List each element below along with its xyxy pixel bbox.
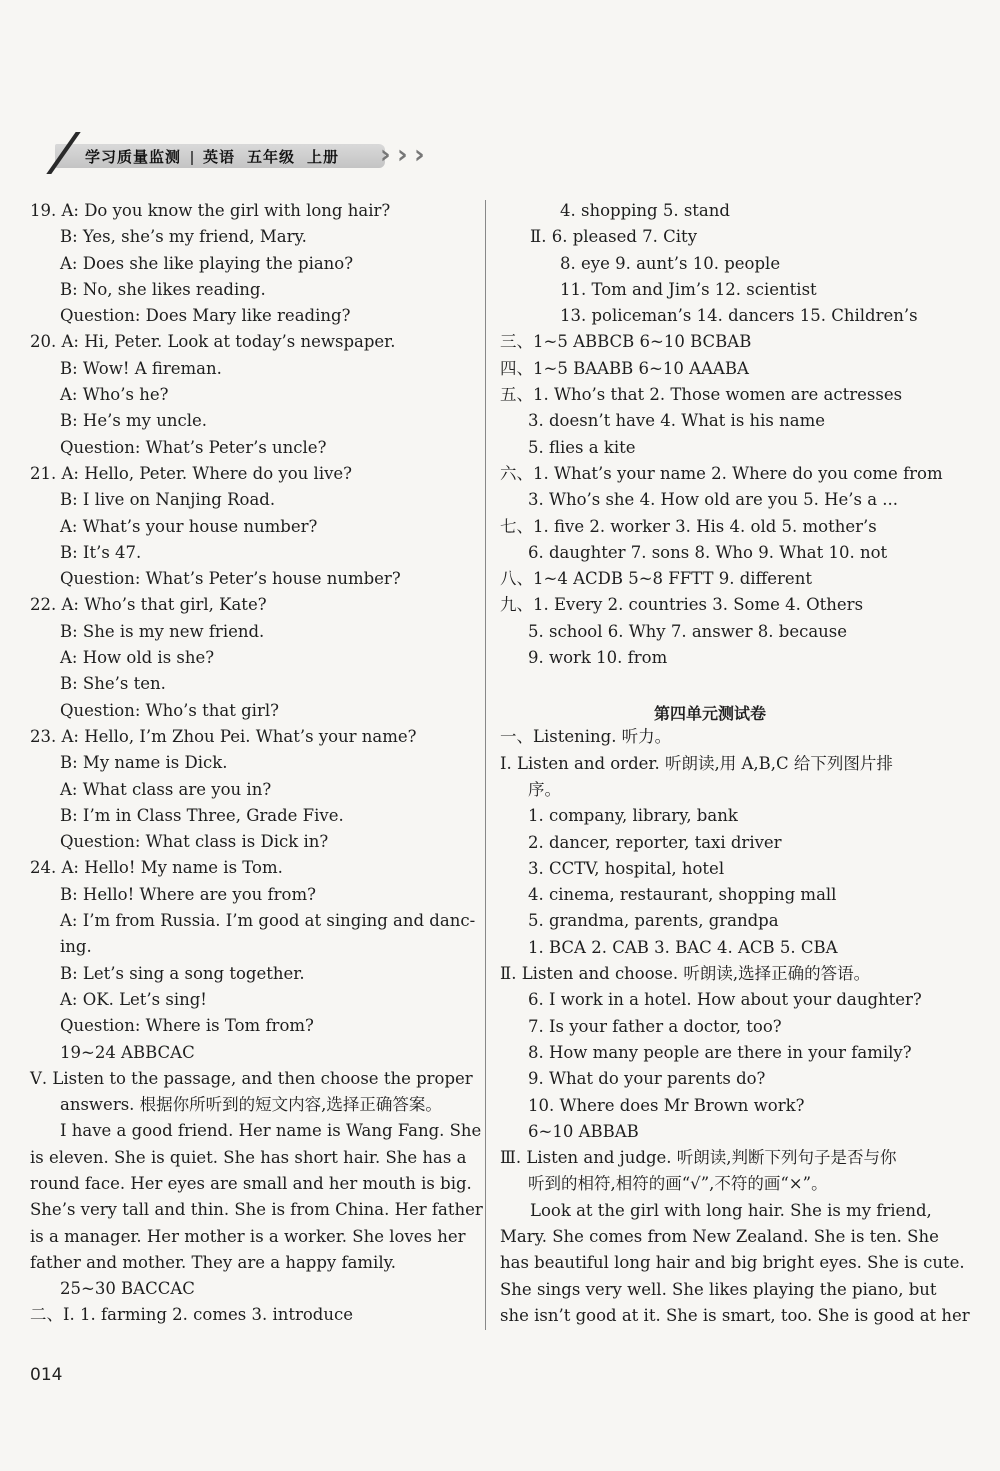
text-line: She’s very tall and thin. She is from China. Her father: [30, 1200, 483, 1220]
text-line: A: Does she like playing the piano?: [60, 253, 354, 273]
text-line: 序。: [528, 779, 561, 799]
text-line: B: Hello! Where are you from?: [60, 884, 316, 904]
text-line: Question: What’s Peter’s uncle?: [60, 437, 327, 457]
text-line: has beautiful long hair and big bright eyes. She is cute.: [500, 1253, 965, 1273]
text-line: Question: Does Mary like reading?: [60, 306, 351, 326]
header-volume: 上册: [307, 148, 340, 166]
text-line: 22. A: Who’s that girl, Kate?: [30, 595, 267, 615]
text-line: 五、1. Who’s that 2. Those women are actresses: [500, 385, 903, 405]
text-line: is eleven. She is quiet. She has short hair. She has a: [30, 1147, 467, 1167]
text-line: 25~30 BACCAC: [60, 1279, 195, 1299]
text-line: 1. company, library, bank: [528, 806, 738, 826]
text-line: Look at the girl with long hair. She is my friend,: [530, 1200, 932, 1220]
text-line: 21. A: Hello, Peter. Where do you live?: [30, 463, 353, 483]
text-line: 6. daughter 7. sons 8. Who 9. What 10. not: [528, 542, 888, 562]
text-line: 二、Ⅰ. 1. farming 2. comes 3. introduce: [30, 1305, 354, 1325]
text-line: Ⅰ. Listen and order. 听朗读,用 A,B,C 给下列图片排: [500, 753, 893, 773]
text-line: B: I’m in Class Three, Grade Five.: [60, 805, 344, 825]
text-line: 六、1. What’s your name 2. Where do you come from: [500, 463, 943, 483]
header-subject: 英语: [203, 148, 236, 166]
text-line: B: Let’s sing a song together.: [60, 963, 305, 983]
text-line: B: It’s 47.: [60, 542, 142, 562]
text-line: 1. BCA 2. CAB 3. BAC 4. ACB 5. CBA: [528, 937, 838, 957]
chevron-right-icon: ›: [380, 140, 391, 170]
text-line: 5. school 6. Why 7. answer 8. because: [528, 621, 848, 641]
text-line: B: I live on Nanjing Road.: [60, 490, 276, 510]
text-line: B: Yes, she’s my friend, Mary.: [60, 227, 307, 247]
text-line: 3. doesn’t have 4. What is his name: [528, 411, 826, 431]
text-line: 13. policeman’s 14. dancers 15. Children’s: [560, 306, 918, 326]
text-line: 三、1~5 ABBCB 6~10 BCBAB: [500, 332, 752, 352]
text-line: 4. shopping 5. stand: [560, 201, 730, 220]
text-line: 8. How many people are there in your family?: [528, 1042, 912, 1062]
text-line: B: She’s ten.: [60, 674, 166, 694]
text-line: I have a good friend. Her name is Wang Fang. She: [60, 1121, 482, 1141]
text-line: She sings very well. She likes playing the piano, but: [500, 1279, 937, 1299]
text-line: 4. cinema, restaurant, shopping mall: [528, 885, 837, 905]
text-line: Question: What class is Dick in?: [60, 832, 329, 852]
text-line: Question: Where is Tom from?: [60, 1016, 314, 1036]
text-line: 5. flies a kite: [528, 437, 636, 457]
text-line: 八、1~4 ACDB 5~8 FFTT 9. different: [500, 569, 812, 589]
text-line: A: What’s your house number?: [60, 516, 318, 536]
chevron-right-icon: ›: [414, 140, 425, 170]
header-separator: [191, 151, 193, 165]
text-line: is a manager. Her mother is a worker. She loves her: [30, 1226, 466, 1246]
text-line: B: Wow! A fireman.: [60, 358, 222, 378]
header-text: [85, 146, 351, 167]
text-line: 四、1~5 BAABB 6~10 AAABA: [500, 358, 749, 378]
text-line: ing.: [60, 937, 92, 957]
text-line: Ⅱ. 6. pleased 7. City: [530, 227, 698, 247]
text-line: she isn’t good at it. She is smart, too. She is good at her: [500, 1305, 970, 1325]
left-column: [30, 198, 483, 1329]
text-line: 3. CCTV, hospital, hotel: [528, 858, 725, 878]
column-divider: [485, 200, 486, 1330]
text-line: 七、1. five 2. worker 3. His 4. old 5. mother’s: [500, 516, 877, 536]
text-line: answers. 根据你所听到的短文内容,选择正确答案。: [60, 1095, 442, 1115]
text-line: Question: What’s Peter’s house number?: [60, 569, 401, 589]
answer-key-continued: [500, 198, 943, 671]
text-line: 8. eye 9. aunt’s 10. people: [560, 253, 781, 273]
text-line: 6~10 ABBAB: [528, 1121, 639, 1141]
text-line: 19~24 ABBCAC: [60, 1042, 195, 1062]
text-line: 7. Is your father a doctor, too?: [528, 1016, 782, 1036]
chevron-right-icon: ›: [397, 140, 408, 170]
header-grade: 五年级: [247, 148, 296, 166]
text-line: 3. Who’s she 4. How old are you 5. He’s a ...: [528, 490, 899, 510]
right-column: [500, 198, 970, 1329]
unit-title: 第四单元测试卷: [653, 704, 766, 724]
text-line: A: OK. Let’s sing!: [60, 989, 207, 1009]
text-line: 2. dancer, reporter, taxi driver: [528, 832, 782, 852]
text-line: A: How old is she?: [60, 648, 215, 668]
text-line: father and mother. They are a happy family.: [30, 1252, 396, 1272]
unit-four-test: [500, 724, 970, 1329]
page-header: [55, 138, 425, 174]
text-line: 11. Tom and Jim’s 12. scientist: [560, 279, 817, 299]
text-line: A: Who’s he?: [60, 385, 169, 405]
text-line: 九、1. Every 2. countries 3. Some 4. Others: [500, 595, 864, 615]
text-line: B: He’s my uncle.: [60, 411, 208, 431]
text-line: Mary. She comes from New Zealand. She is ten. She: [500, 1226, 939, 1246]
text-line: A: I’m from Russia. I’m good at singing and danc-: [60, 911, 476, 931]
text-line: B: My name is Dick.: [60, 753, 228, 773]
text-line: 23. A: Hello, I’m Zhou Pei. What’s your name?: [30, 726, 417, 746]
text-line: Ⅲ. Listen and judge. 听朗读,判断下列句子是否与你: [500, 1148, 897, 1168]
text-line: 24. A: Hello! My name is Tom.: [30, 858, 283, 878]
text-line: Ⅱ. Listen and choose. 听朗读,选择正确的答语。: [500, 964, 871, 984]
text-line: B: No, she likes reading.: [60, 279, 266, 299]
text-line: B: She is my new friend.: [60, 621, 265, 641]
text-line: 5. grandma, parents, grandpa: [528, 911, 779, 931]
text-line: 10. Where does Mr Brown work?: [528, 1095, 805, 1115]
text-line: 19. A: Do you know the girl with long hair?: [30, 201, 391, 220]
text-line: Ⅴ. Listen to the passage, and then choose the proper: [30, 1068, 473, 1088]
text-line: 一、Listening. 听力。: [500, 727, 672, 747]
header-series: 学习质量监测: [85, 148, 182, 166]
text-line: 6. I work in a hotel. How about your daughter?: [528, 990, 922, 1010]
text-line: Question: Who’s that girl?: [60, 700, 279, 720]
text-line: 9. work 10. from: [528, 648, 668, 668]
text-line: 听到的相符,相符的画“√”,不符的画“×”。: [528, 1174, 828, 1194]
page-number: 014: [30, 1365, 63, 1385]
text-line: 20. A: Hi, Peter. Look at today’s newspaper.: [30, 332, 396, 352]
text-line: A: What class are you in?: [60, 779, 272, 799]
text-line: 9. What do your parents do?: [528, 1069, 766, 1089]
text-line: round face. Her eyes are small and her mouth is big.: [30, 1173, 472, 1193]
